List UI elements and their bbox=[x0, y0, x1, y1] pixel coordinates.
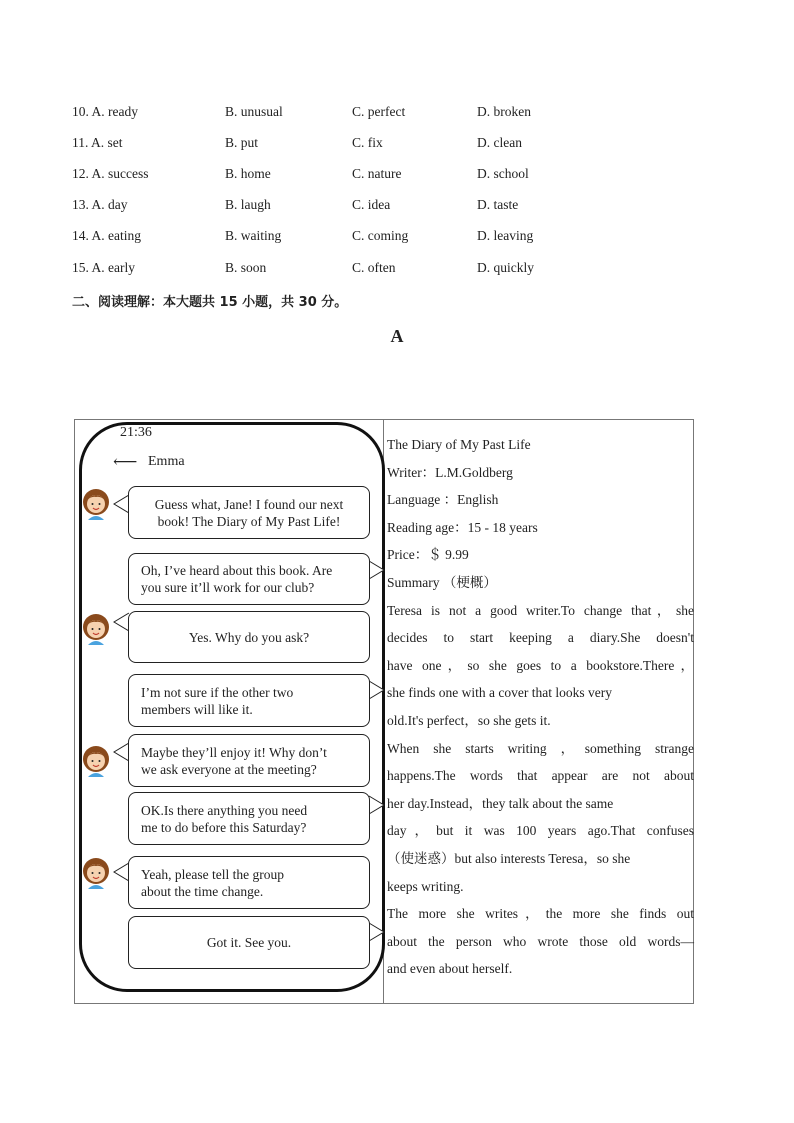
bubble-tail-left bbox=[113, 494, 129, 516]
summary-line: have one，so she goes to a bookstore.There， bbox=[387, 657, 694, 673]
bubble-line: you sure it’ll work for our club? bbox=[141, 580, 315, 595]
option-c: C. coming bbox=[352, 228, 409, 243]
chat-bubble bbox=[128, 734, 370, 787]
summary-line: decides to start keeping a diary.She doesn't bbox=[387, 630, 694, 646]
bubble-tail-left bbox=[113, 742, 129, 764]
option-d: D. leaving bbox=[477, 228, 534, 243]
chat-bubble bbox=[128, 856, 370, 909]
chat-bubble bbox=[128, 916, 370, 969]
book-writer: Writer：L.M.Goldberg bbox=[387, 464, 513, 480]
bubble-tail-left bbox=[113, 612, 129, 634]
bubble-line: I’m not sure if the other two bbox=[141, 684, 294, 700]
book-reading-age: Reading age：15 - 18 years bbox=[387, 519, 538, 535]
summary-line: （使迷惑）but also interests Teresa，so she bbox=[387, 850, 631, 866]
phone-time: 21:36 bbox=[120, 425, 152, 440]
bubble-line: Yes. Why do you ask? bbox=[188, 629, 310, 645]
bubble-line: members will like it. bbox=[141, 701, 253, 717]
option-c: C. idea bbox=[352, 197, 391, 212]
book-title: The Diary of My Past Life bbox=[387, 437, 531, 452]
book-language: Language ：English bbox=[387, 492, 499, 508]
option-d: D. quickly bbox=[477, 260, 534, 275]
avatar-icon bbox=[80, 744, 112, 778]
back-arrow-icon: ⟵ bbox=[113, 452, 138, 471]
option-d: D. taste bbox=[477, 197, 519, 212]
bubble-line: Oh, I’ve heard about this book. Are bbox=[141, 563, 333, 578]
book-price: Price：＄ 9.99 bbox=[387, 547, 469, 563]
bubble-line: Got it. See you. bbox=[206, 935, 292, 950]
bubble-tail-right bbox=[369, 795, 385, 817]
option-a: 14. A. eating bbox=[72, 228, 141, 243]
summary-label: Summary （梗概） bbox=[387, 574, 497, 590]
bubble-line: about the time change. bbox=[141, 883, 264, 899]
bubble-line: Maybe they’ll enjoy it! Why don’t bbox=[141, 744, 327, 760]
summary-line: about the person who wrote those old words— bbox=[387, 933, 694, 949]
chat-bubble bbox=[128, 553, 370, 605]
avatar-icon bbox=[80, 856, 112, 890]
bubble-line: we ask everyone at the meeting? bbox=[141, 761, 317, 777]
bubble-tail-right bbox=[369, 680, 385, 702]
option-c: C. fix bbox=[352, 135, 383, 150]
bubble-tail-right bbox=[369, 560, 385, 582]
passage-letter: A bbox=[390, 326, 404, 346]
option-a: 11. A. set bbox=[72, 135, 123, 150]
bubble-tail-left bbox=[113, 862, 129, 884]
book-info bbox=[387, 431, 694, 983]
option-b: B. unusual bbox=[225, 104, 283, 119]
option-a: 10. A. ready bbox=[72, 104, 138, 119]
option-a: 15. A. early bbox=[72, 260, 135, 275]
option-a: 12. A. success bbox=[72, 166, 149, 181]
avatar-icon bbox=[80, 487, 112, 521]
summary-line: old.It's perfect，so she gets it. bbox=[387, 712, 551, 728]
option-d: D. broken bbox=[477, 104, 531, 119]
option-b: B. soon bbox=[225, 260, 267, 275]
summary-line: happens.The words that appear are not about bbox=[387, 768, 694, 784]
summary-line: her day.Instead，they talk about the same bbox=[387, 795, 614, 811]
bubble-line: me to do before this Saturday? bbox=[141, 819, 307, 835]
section-title: 二、阅读理解：本大题共 15 小题，共 30 分。 bbox=[72, 295, 348, 310]
avatar-icon bbox=[80, 612, 112, 646]
bubble-line: OK.Is there anything you need bbox=[141, 802, 308, 818]
chat-bubble bbox=[128, 792, 370, 845]
option-b: B. laugh bbox=[225, 197, 271, 212]
option-d: D. clean bbox=[477, 135, 522, 150]
option-a: 13. A. day bbox=[72, 197, 128, 212]
option-c: C. nature bbox=[352, 166, 402, 181]
summary-line: When she starts writing ，something strange bbox=[387, 740, 694, 756]
option-b: B. put bbox=[225, 135, 259, 150]
bubble-line: Yeah, please tell the group bbox=[141, 866, 284, 882]
option-b: B. waiting bbox=[225, 228, 282, 243]
option-b: B. home bbox=[225, 166, 271, 181]
bubble-line: Guess what, Jane! I found our next bbox=[154, 496, 344, 512]
option-c: C. often bbox=[352, 260, 396, 275]
summary-line: The more she writes，the more she finds out bbox=[387, 906, 694, 922]
summary-line: she finds one with a cover that looks very bbox=[387, 685, 612, 701]
chat-bubble bbox=[128, 674, 370, 727]
summary-line: and even about herself. bbox=[387, 961, 513, 977]
bubble-tail-right bbox=[369, 922, 385, 944]
chat-bubble bbox=[128, 486, 370, 539]
option-d: D. school bbox=[477, 166, 529, 181]
summary-line: Teresa is not a good writer.To change that，she bbox=[387, 602, 694, 618]
contact-name: Emma bbox=[148, 454, 185, 469]
summary-line: keeps writing. bbox=[387, 878, 464, 894]
chat-bubble bbox=[128, 611, 370, 663]
summary-line: day，but it was 100 years ago.That confuses bbox=[387, 823, 694, 839]
bubble-line: book! The Diary of My Past Life! bbox=[157, 513, 341, 529]
option-c: C. perfect bbox=[352, 104, 406, 119]
